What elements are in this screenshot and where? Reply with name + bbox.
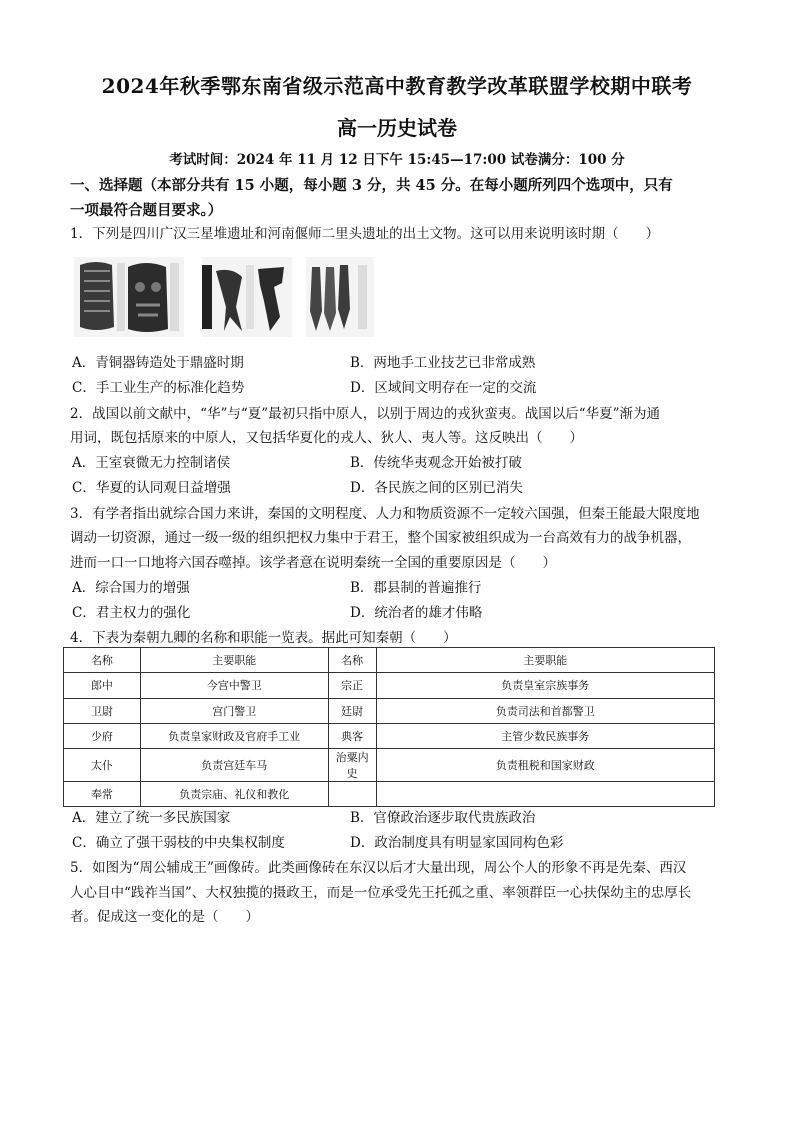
table-cell: 今宫中警卫 (140, 673, 328, 698)
q2-option-d[interactable]: D．各民族之间的区别已消失 (350, 480, 523, 496)
table-cell: 宗正 (328, 673, 376, 698)
q4-option-c[interactable]: C．确立了强干弱枝的中央集权制度 (72, 835, 285, 851)
q3-option-b[interactable]: B．郡县制的普遍推行 (350, 580, 482, 596)
q5-stem-line-3: 者。促成这一变化的是（ ） (70, 909, 259, 925)
table-cell: 少府 (64, 723, 141, 748)
q3-stem-line-1: 3．有学者指出就综合国力来讲，秦国的文明程度、人力和物质资源不一定较六国强，但秦王能最大限度地 (70, 506, 700, 522)
table-row (64, 782, 715, 807)
q1-option-b[interactable]: B．两地手工业技艺已非常成熟 (350, 355, 536, 371)
q3-stem-line-2: 调动一切资源，通过一级一级的组织把权力集中于君王，整个国家被组织成为一台高效有力的战争机器， (70, 530, 691, 546)
q3-option-c[interactable]: C．君主权力的强化 (72, 605, 191, 621)
table-cell: 负责皇室宗族事务 (376, 673, 714, 698)
table-cell: 负责宗庙、礼仪和教化 (140, 782, 328, 807)
exam-title: 2024年秋季鄂东南省级示范高中教育教学改革联盟学校期中联考 (101, 74, 693, 98)
table-cell: 廷尉 (328, 698, 376, 723)
table-cell: 主要职能 (140, 648, 328, 673)
table-cell: 主要职能 (376, 648, 714, 673)
table-cell: 名称 (64, 648, 141, 673)
exam-info: 考试时间：2024 年 11 月 12 日下午 15:45—17:00 试卷满分：100 分 (169, 152, 625, 168)
table-cell: 治粟内史 (328, 749, 376, 782)
table-cell: 太仆 (64, 749, 141, 782)
table-cell: 宫门警卫 (140, 698, 328, 723)
table-cell: 负责皇家财政及官府手工业 (140, 723, 328, 748)
q4-option-a[interactable]: A．建立了统一多民族国家 (72, 810, 231, 826)
table-cell: 负责司法和首都警卫 (376, 698, 714, 723)
artifact-photo-2 (202, 257, 292, 337)
table-row (64, 749, 715, 782)
q1-stem: 1．下列是四川广汉三星堆遗址和河南偃师二里头遗址的出土文物。这可以用来说明该时期（ ） (70, 226, 660, 242)
section-heading-line-2: 一项最符合题目要求。） (70, 202, 223, 219)
table-cell: 主管少数民族事务 (376, 723, 714, 748)
table-row (64, 723, 715, 748)
q1-option-a[interactable]: A．青铜器铸造处于鼎盛时期 (72, 355, 244, 371)
nine-ministers-table (63, 647, 715, 807)
q3-option-d[interactable]: D．统治者的雄才伟略 (350, 605, 483, 621)
q4-option-d[interactable]: D．政治制度具有明显家国同构色彩 (350, 835, 564, 851)
table-cell (376, 782, 714, 807)
section-heading (70, 173, 730, 223)
table-row (64, 673, 715, 698)
q2-option-b[interactable]: B．传统华夷观念开始被打破 (350, 455, 522, 471)
q1-option-c[interactable]: C．手工业生产的标准化趋势 (72, 380, 245, 396)
artifact-photo-1 (74, 257, 184, 337)
table-cell: 名称 (328, 648, 376, 673)
q5-stem-line-2: 人心目中“践祚当国”、大权独揽的摄政王，而是一位承受先王托孤之重、率领群臣一心扶保幼主的忠厚长 (70, 885, 692, 901)
section-heading-line-1: 一、选择题（本部分共有 15 小题，每小题 3 分，共 45 分。在每小题所列四个选项中，只有 (70, 177, 673, 194)
table-cell: 卫尉 (64, 698, 141, 723)
q1-option-d[interactable]: D．区域间文明存在一定的交流 (350, 380, 537, 396)
q3-stem-line-3: 进而一口一口地将六国吞噬掉。该学者意在说明秦统一全国的重要原因是（ ） (70, 555, 556, 571)
q5-stem-line-1: 5．如图为“周公辅成王”画像砖。此类画像砖在东汉以后才大量出现，周公个人的形象不再是先秦、西汉 (70, 860, 687, 876)
artifact-photo-3 (306, 257, 374, 337)
table-cell: 奉常 (64, 782, 141, 807)
q2-stem-line-1: 2．战国以前文献中，“华”与“夏”最初只指中原人，以别于周边的戎狄蛮夷。战国以后“华夏”渐为通 (70, 406, 660, 422)
table-cell (328, 782, 376, 807)
table-cell: 负责租税和国家财政 (376, 749, 714, 782)
q2-option-a[interactable]: A．王室衰微无力控制诸侯 (72, 455, 231, 471)
exam-subtitle: 高一历史试卷 (337, 116, 457, 140)
q3-option-a[interactable]: A．综合国力的增强 (72, 580, 190, 596)
q2-stem-line-2: 用词，既包括原来的中原人，又包括华夏化的戎人、狄人、夷人等。这反映出（ ） (70, 430, 583, 446)
table-cell: 郎中 (64, 673, 141, 698)
q4-option-b[interactable]: B．官僚政治逐步取代贵族政治 (350, 810, 536, 826)
table-cell: 负责宫廷车马 (140, 749, 328, 782)
table-cell: 典客 (328, 723, 376, 748)
q4-stem: 4．下表为秦朝九卿的名称和职能一览表。据此可知秦朝（ ） (70, 630, 457, 646)
table-header-row (64, 648, 715, 673)
q2-option-c[interactable]: C．华夏的认同观日益增强 (72, 480, 231, 496)
table-row (64, 698, 715, 723)
